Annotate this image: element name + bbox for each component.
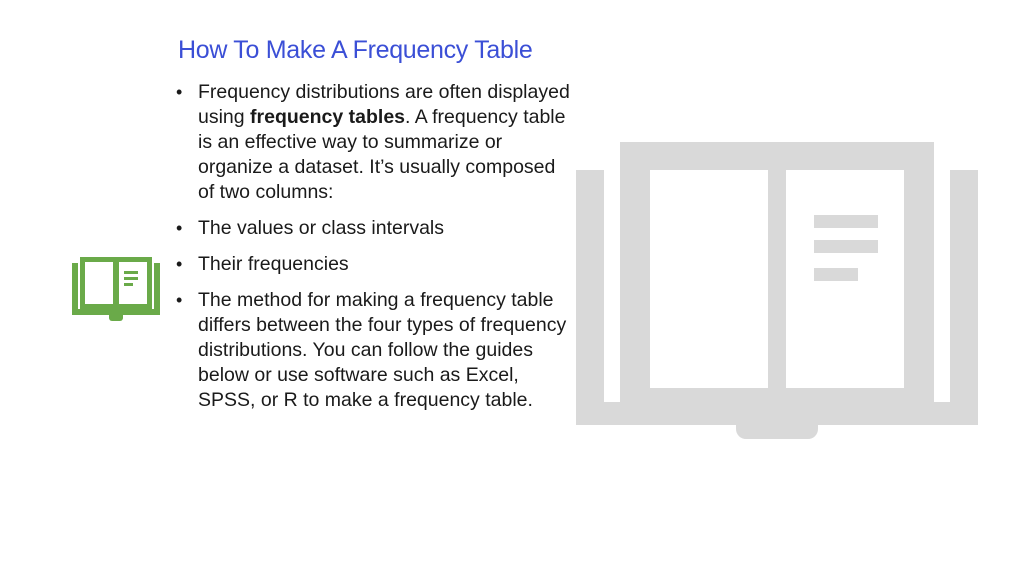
bullet-item [176,288,571,413]
open-book-icon [72,255,160,321]
bullet-dot: • [176,82,183,102]
bullet-dot: • [176,290,183,310]
bullet-item [176,252,571,277]
bullet-dot: • [176,218,183,238]
bullet-item [176,80,571,205]
bullet-bold-term: frequency tables [250,106,406,128]
open-book-icon [574,140,980,440]
bullet-text: . A frequency table is an effective way to summarize or organize a dataset. It’s usually composed of two columns: [198,106,566,203]
bullet-text: Their frequencies [198,253,349,275]
bullet-dot: • [176,254,183,274]
slide-title: How To Make A Frequency Table [178,36,533,64]
bullet-text: Frequency distributions are often displayed using [198,81,570,128]
bullet-item [176,216,571,241]
bullet-text: The method for making a frequency table differs between the four types of frequency distributions. You can follow the guides below or use software such as Excel, SPSS, or R to make a frequency table. [198,289,567,411]
bullet-list [176,80,571,424]
bullet-text: The values or class intervals [198,217,445,239]
